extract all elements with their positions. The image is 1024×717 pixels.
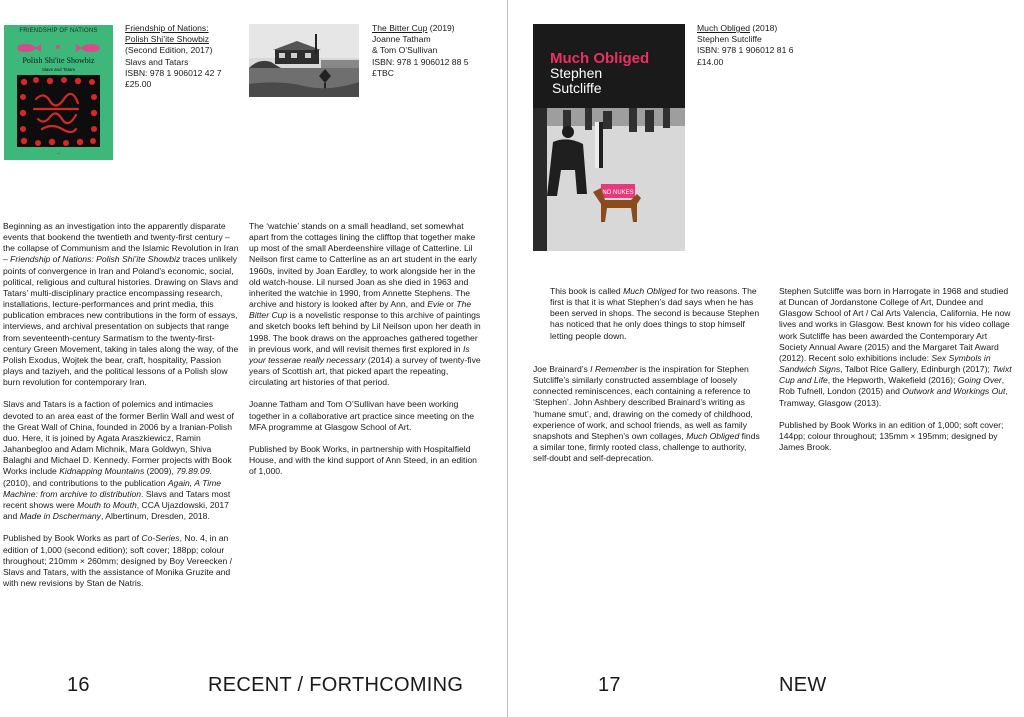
book1-price: £25.00 <box>125 79 152 90</box>
book1-author: Slavs and Tatars <box>125 56 189 67</box>
cover-series-label: FRIENDSHIP OF NATIONS <box>19 28 98 34</box>
book2-year: (2019) <box>427 23 455 33</box>
cover-floral-artwork-icon <box>4 73 113 151</box>
paragraph: Joe Brainard’s I Remember is the inspiration for Stephen Sutcliffe’s similarly constructed assemblage of loosely connected reminiscences, each containing a reference to ‘Stephen’. John Ashbery described Brainard’s writing as ‘humane smut’, and, drawing on the comedy of childhood, experience of work, and school friends, as well as family snapshots and Stephen’s own collages, Much Obliged finds a similar tone, firmly rooted class, challenge to authority, self-doubt and self-deprecation. <box>533 364 760 464</box>
cover-title: Polish Shi'ite Showbiz <box>22 56 95 65</box>
page-number-left: 16 <box>67 674 90 696</box>
cover-author-line1: Stephen <box>550 65 603 81</box>
book2-title[interactable]: The Bitter Cup <box>372 23 428 33</box>
book2-author-line1: Joanne Tatham <box>372 34 431 45</box>
paragraph: Slavs and Tatars is a faction of polemics and intimacies devoted to an area east of the former Berlin Wall and west of the Great Wall of China, founded in 2006 by a Iranian-Polish duo. Here, it is joined by Agata Araszkiewicz, Ramin Jahanbegloo and Adam Michnik, Mara Goldwyn, Shiva Balaghi and Michael D. Kennedy. Former projects with Book Works include Kidnapping Mountains (2009), 79.89.09. (2010), and contributions to the publication Again, A Time Machine: from archive to distribution. Slavs and Tatars most recent shows were Mouth to Mouth, CCA Ujazdowski, 2017 and Made in Dschermany, Albertinum, Dresden, 2018. <box>3 399 234 522</box>
book1-isbn: ISBN: 978 1 906012 42 7 <box>125 67 222 78</box>
book2-price: £TBC <box>372 67 394 78</box>
cover-the-bitter-cup <box>249 24 359 97</box>
cover-friendship-of-nations <box>4 25 113 160</box>
paragraph: Published by Book Works as part of Co-Series, No. 4, in an edition of 1,000 (second edition); soft cover; 188pp; colour throughout; 210mm × 260mm; designed by Boy Vereecken / Slavs and Tatars, with the assistance of Monika Gruzite and with new revisions by Stan de Natris. <box>3 533 233 588</box>
cover-subtitle: Slavs and Tatars <box>41 67 76 72</box>
much-obliged-intro <box>550 286 760 353</box>
column-much-obliged <box>533 364 761 476</box>
column-friendship-of-nations <box>3 221 241 600</box>
cover-sign-text: NO NUKES <box>602 190 634 196</box>
cover-title: Much Obliged <box>550 50 650 67</box>
book3-isbn: ISBN: 978 1 906012 81 6 <box>697 45 794 56</box>
cover-footer-text: — <box>57 151 60 155</box>
book2-author-line2: & Tom O’Sullivan <box>372 45 438 56</box>
paragraph: Joanne Tatham and Tom O’Sullivan have been working together in a collaborative art practice since meeting on the MFA programme at Glasgow School of Art. <box>249 399 474 432</box>
book2-details <box>372 23 469 79</box>
paragraph: Beginning as an investigation into the apparently disparate events that bookend the twentieth and twenty-first century – the collapse of Communism and the Islamic Revolution in Iran – Friendship of Nations: Polish Shi’ite Showbiz traces unlikely points of convergence in Iran and Poland’s economic, social, political, religious and cultural histories. Drawing on Slavs and Tatars’ multi-disciplinary practice encompassing research, installations, lecture-performances and print media, this publication embraces new contributions in the form of essays, interviews, and archival presentation on subjects that range from seventeenth-century Sarmatism to the twenty-first-century Green Movement, taking in tales along the way, of the Polish Exodus, Wojtek the bear, craft, hospitality, Passion plays and taziyeh, and the political lessons of a Polish slow burn revolution for contemporary Iran. <box>3 221 239 388</box>
book1-title-line1[interactable]: Friendship of Nations: <box>125 23 209 33</box>
book3-author: Stephen Sutcliffe <box>697 34 762 45</box>
page-gutter <box>507 0 508 717</box>
cover-photo-house-icon <box>249 24 359 97</box>
cover-author <box>550 66 602 96</box>
column-stephen-sutcliffe <box>779 286 1015 464</box>
cover-author-line2: Sutcliffe <box>552 80 602 96</box>
section-title-right: NEW <box>779 674 827 696</box>
cover-photo-protest-icon <box>533 108 685 251</box>
book1-title-line2[interactable]: Polish Shi’ite Showbiz <box>125 34 210 45</box>
section-title-left: RECENT / FORTHCOMING <box>208 674 464 696</box>
book2-isbn: ISBN: 978 1 906012 88 5 <box>372 56 469 67</box>
paragraph: Published by Book Works in an edition of 1,000; soft cover; 144pp; colour throughout; 135mm × 195mm; designed by James Brook. <box>779 419 1004 453</box>
cover-much-obliged <box>533 24 685 251</box>
book1-details <box>125 23 222 90</box>
paragraph: The ‘watchie’ stands on a small headland, set somewhat apart from the cottages lining the clifftop that together make up most of the small Aberdeenshire village of Catterline. Lil Neilson first came to Catterline as an art student in the early 1960s, invited by Joan Eardley, to work alongside her in the old watch-house. Lil nursed Joan as she died in 1963 and inherited the watchie in 1990, from Annette Stephens. The archive and history is looked after by Ann, and Evie or The Bitter Cup is a novelistic response to this archive of paintings and sketch books left behind by Lil Neilson upon her death in 1998. The book draws on the approaches gathered together in previous work, and will revisit themes first explored in Is your tesserae really necessary (2014) a survey of twenty-five years of Scottish art, that picked apart the repeating, circulating art histories of that period. <box>249 221 481 388</box>
book1-edition: (Second Edition, 2017) <box>125 45 213 56</box>
book3-details <box>697 23 794 68</box>
book3-year: (2018) <box>750 23 778 33</box>
paragraph: Published by Book Works, in partnership with Hospitalfield House, and with the kind support of Ann Steed, in an edition of 1,000. <box>249 444 477 477</box>
book3-price: £14.00 <box>697 56 724 67</box>
book3-title[interactable]: Much Obliged <box>697 23 751 33</box>
column-the-bitter-cup <box>249 221 481 489</box>
paragraph: This book is called Much Obliged for two reasons. The first is that it is what Stephen’s dad says when he has been served in shops. The second is because Stephen has noticed that he only does things to stop himself letting people down. <box>550 286 760 341</box>
paragraph: Stephen Sutcliffe was born in Harrogate in 1968 and studied at Duncan of Jordanstone College of Art, Dundee and Glasgow School of Art / Cal Arts Valencia, California. He now lives and works in Glasgow. Best known for his video collage work Sutcliffe has been awarded the Contemporary Art Society Annual Aware (2015) and the Margaret Tait Award (2012). Recent solo exhibitions include: Sex Symbols in Sandwich Signs, Talbot Rice Gallery, Edinburgh (2017); Twixt Cup and Life, the Hepworth, Wakefield (2016); Going Over, Rob Tufnell, London (2015) and Outwork and Workings Out, Tramway, Glasgow (2013). <box>779 286 1012 408</box>
page-number-right: 17 <box>598 674 621 696</box>
